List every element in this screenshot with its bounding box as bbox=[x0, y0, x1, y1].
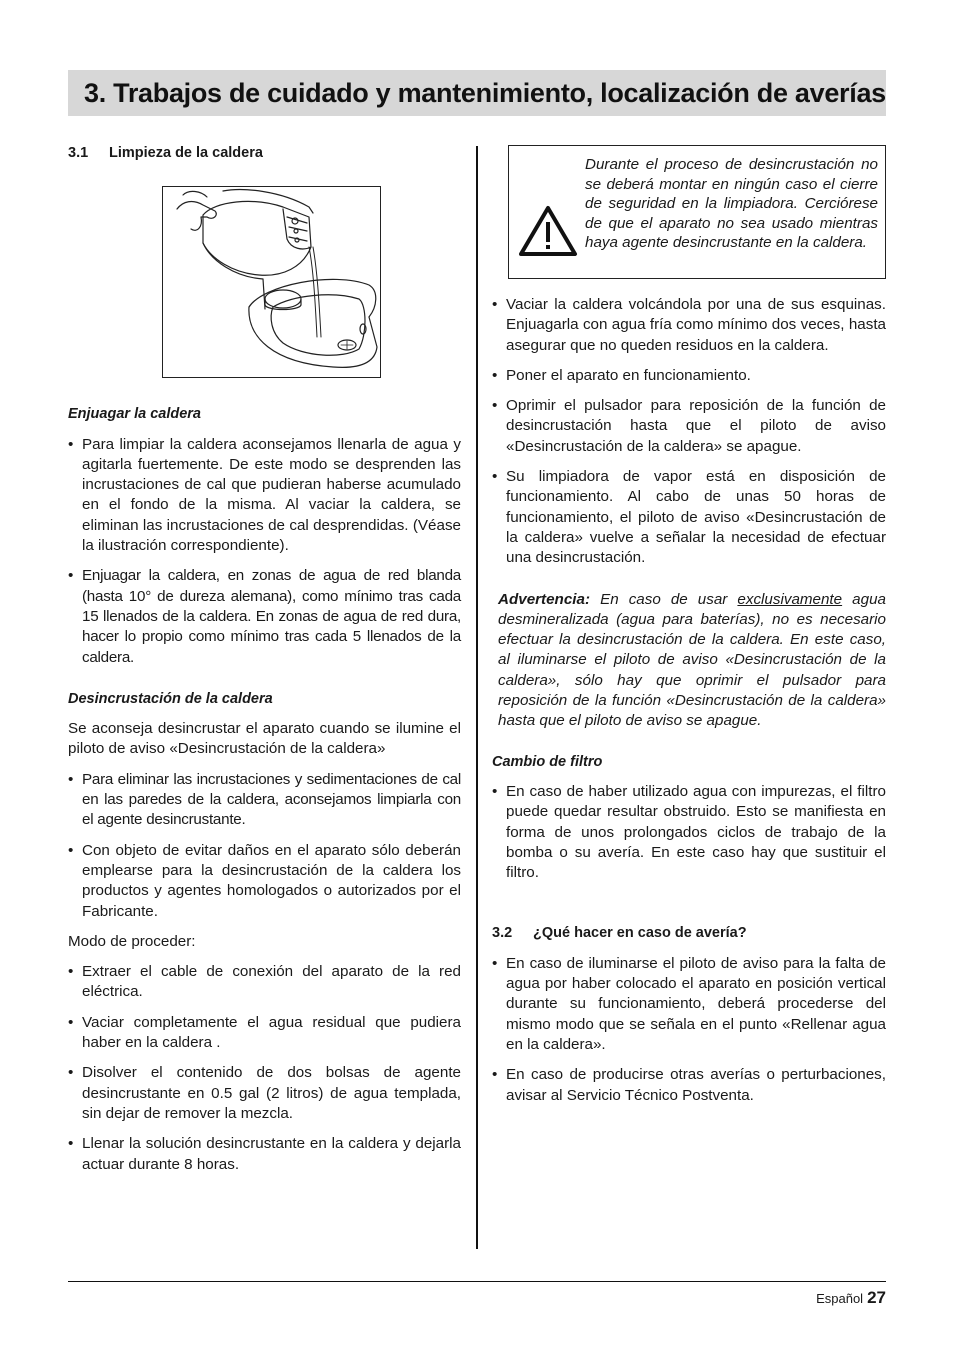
section-number: 3.2 bbox=[492, 925, 513, 942]
title-bar bbox=[68, 70, 886, 116]
section-heading-3-2 bbox=[492, 923, 886, 943]
section-title: Limpieza de la caldera bbox=[109, 145, 263, 161]
procedure-list bbox=[68, 962, 461, 1175]
list-item: • Oprimir el pulsador para reposición de la función de desincrustación hasta que el piloto de aviso «Desincrustación de la caldera» se apague. bbox=[492, 396, 886, 457]
illustration-svg bbox=[163, 187, 380, 377]
list-item: • Con objeto de evitar daños en el aparato sólo deberán emplearse para la desincrustación de la caldera los productos y agentes homologados o autorizados por el Fabricante. bbox=[68, 841, 461, 922]
footer-language: Español bbox=[816, 1291, 864, 1306]
list-item: • En caso de iluminarse el piloto de aviso para la falta de agua por haber colocado el aparato en posición vertical durante su funcionamiento, deberá procederse del mismo modo que se señala en el punto «Rellenar agua en la caldera». bbox=[492, 954, 886, 1055]
right-column bbox=[492, 143, 886, 1106]
rinse-list bbox=[68, 435, 461, 668]
section-title: ¿Qué hacer en caso de avería? bbox=[533, 925, 747, 942]
right-list bbox=[492, 295, 886, 569]
fault-list bbox=[492, 954, 886, 1106]
filter-list bbox=[492, 782, 886, 883]
list-item: • Disolver el contenido de dos bolsas de agente desincrustante en 0.5 gal (2 litros) de agua templada, sin dejar de remover la mezcla. bbox=[68, 1063, 461, 1124]
list-item: • En caso de haber utilizado agua con impurezas, el filtro puede quedar resultar obstruido. Esto se manifiesta en forma de unos prolongados ciclos de trabajo de la bomba o su avería. En este caso hay que sustituir el filtro. bbox=[492, 782, 886, 883]
list-item: • Vaciar la caldera volcándola por una de sus esquinas. Enjuagarla con agua fría como mínimo dos veces, hasta asegurar que no queden residuos en la caldera. bbox=[492, 295, 886, 356]
descaling-intro: Se aconseja desincrustar el aparato cuando se ilumine el piloto de aviso «Desincrustación de la caldera» bbox=[68, 720, 461, 758]
page-number: 27 bbox=[867, 1288, 886, 1307]
list-item: • Vaciar completamente el agua residual que pudiera haber en la caldera . bbox=[68, 1013, 461, 1054]
page-title: 3. Trabajos de cuidado y mantenimiento, localización de averías bbox=[84, 78, 886, 108]
descaling-list bbox=[68, 770, 461, 922]
list-item: • Enjuagar la caldera, en zonas de agua de red blanda (hasta 10° de dureza alemana), como mínimo tras cada 15 llenados de la caldera. En zonas de agua de red dura, hacer lo propio como mínimo tras cada 5 llenados de la caldera. bbox=[68, 566, 461, 667]
subheading-cambio-filtro: Cambio de filtro bbox=[492, 753, 603, 770]
left-column bbox=[68, 143, 461, 1175]
advertencia-post: agua desmineralizada (agua para baterías), no es necesario efectuar la desincrustación de la caldera. En este caso, al iluminarse el piloto de aviso «Desincrustación de la caldera», sólo hay que oprimir el pulsador para reposición de la función «Desincrustación de la caldera» hasta que el piloto de aviso se apague. bbox=[498, 590, 886, 730]
boiler-rinse-illustration bbox=[162, 186, 381, 378]
advertencia-underlined: exclusivamente bbox=[737, 590, 843, 608]
list-item: • Su limpiadora de vapor está en disposición de funcionamiento. Al cabo de unas 50 horas de funcionamiento, el piloto de aviso «Desincrustación de la caldera» vuelve a señalar la necesidad de efectuar una desincrustación. bbox=[492, 467, 886, 568]
section-number: 3.1 bbox=[68, 145, 89, 161]
list-item: • Para limpiar la caldera aconsejamos llenarla de agua y agitarla fuertemente. De este modo se desprenden las incrustaciones de cal que pudieran haberse acumulado en el fondo de la misma. Al vaciar la caldera, se eliminan las incrustaciones de cal desprendidas. (Véase la ilustración correspondiente). bbox=[68, 435, 461, 557]
page-footer bbox=[816, 1288, 886, 1308]
list-item: • Extraer el cable de conexión del aparato de la red eléctrica. bbox=[68, 962, 461, 1003]
procedure-label: Modo de proceder: bbox=[68, 932, 196, 950]
warning-text: Durante el proceso de desincrustación no se deberá montar en ningún caso el cierre de seguridad en la limpiadora. Cerciórese de que el aparato no sea usado mientras haya agente desincrustante en la caldera. bbox=[585, 156, 878, 251]
footer-rule bbox=[68, 1281, 886, 1282]
list-item: • Poner el aparato en funcionamiento. bbox=[492, 366, 886, 386]
list-item: • Para eliminar las incrustaciones y sedimentaciones de cal en las paredes de la caldera, aconsejamos limpiarla con el agente desincrustante. bbox=[68, 770, 461, 831]
advertencia-note bbox=[492, 590, 886, 732]
subheading-enjuagar: Enjuagar la caldera bbox=[68, 406, 201, 423]
warning-box bbox=[508, 145, 886, 279]
list-item: • En caso de producirse otras averías o perturbaciones, avisar al Servicio Técnico Postventa. bbox=[492, 1065, 886, 1106]
advertencia-pre: En caso de usar bbox=[600, 590, 728, 608]
advertencia-label: Advertencia: bbox=[498, 590, 591, 608]
section-heading-3-1 bbox=[68, 143, 461, 163]
list-item: • Llenar la solución desincrustante en la caldera y dejarla actuar durante 8 horas. bbox=[68, 1134, 461, 1175]
subheading-desincrustacion: Desincrustación de la caldera bbox=[68, 690, 273, 707]
column-divider bbox=[476, 146, 478, 1249]
warning-triangle-icon bbox=[518, 205, 578, 257]
